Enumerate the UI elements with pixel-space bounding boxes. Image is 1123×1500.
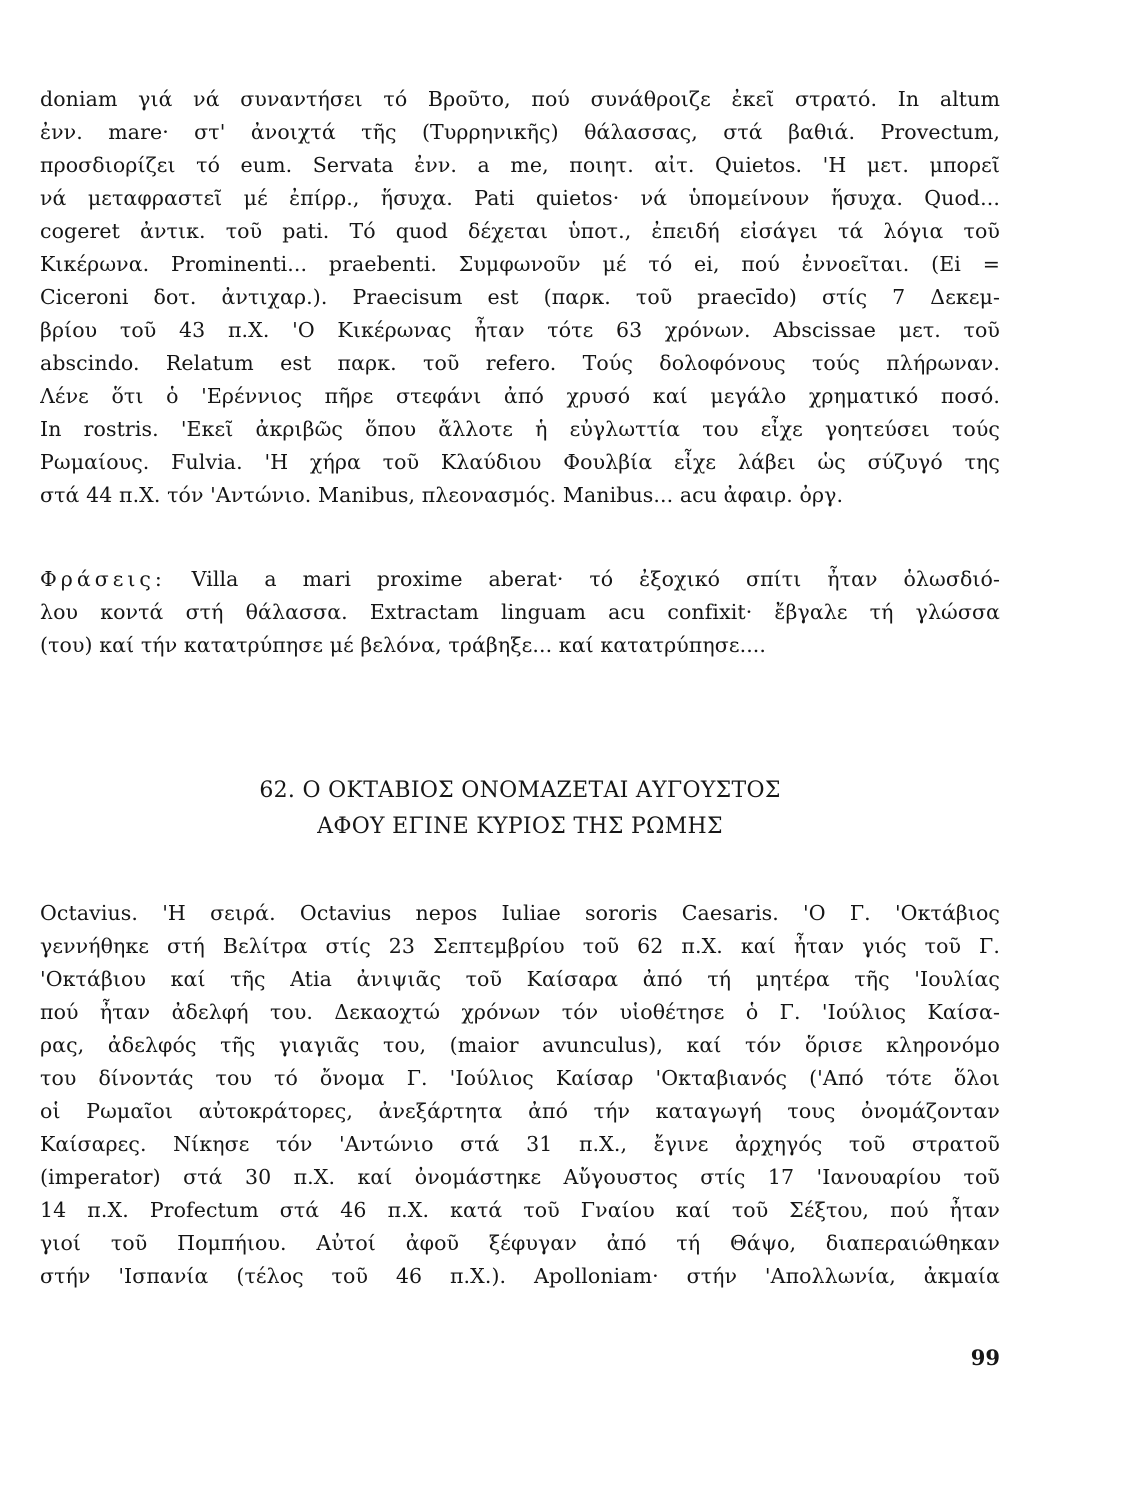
- text-line: In rostris. 'Εκεῖ ἀκριβῶς ὅπου ἄλλοτε ἡ εὐγλωττία του εἶχε γοητεύσει τούς: [40, 417, 1000, 441]
- text-line: πού ἦταν ἀδελφή του. Δεκαοχτώ χρόνων τόν υἱοθέτησε ὁ Γ. 'Ιούλιος Καίσα-: [40, 1000, 1000, 1024]
- text-line: βρίου τοῦ 43 π.Χ. 'Ο Κικέρωνας ἦταν τότε 63 χρόνων. Abscissae μετ. τοῦ: [40, 318, 1000, 342]
- text-line: προσδιορίζει τό eum. Servata ἐνν. a me, ποιητ. αἰτ. Quietos. 'Η μετ. μπορεῖ: [40, 153, 1000, 177]
- text-line: Ρωμαίους. Fulvia. 'Η χήρα τοῦ Κλαύδιου Φουλβία εἶχε λάβει ὡς σύζυγό της: [40, 450, 1000, 474]
- text-line: Καίσαρες. Νίκησε τόν 'Αντώνιο στά 31 π.Χ., ἔγινε ἀρχηγός τοῦ στρατοῦ: [40, 1132, 1000, 1156]
- text-line: στήν 'Ισπανία (τέλος τοῦ 46 π.Χ.). Apolloniam· στήν 'Απολλωνία, ἀκμαία: [40, 1264, 1000, 1288]
- text-line: γιοί τοῦ Πομπήιου. Αὐτοί ἀφοῦ ξέφυγαν ἀπό τή Θάψο, διαπεραιώθηκαν: [40, 1231, 1000, 1255]
- commentary-paragraph: [40, 83, 1000, 512]
- text-line: του δίνοντάς του τό ὄνομα Γ. 'Ιούλιος Καίσαρ 'Οκταβιανός ('Από τότε ὅλοι: [40, 1066, 1000, 1090]
- text-line: Λένε ὅτι ὁ 'Ερέννιος πῆρε στεφάνι ἀπό χρυσό καί μεγάλο χρηματικό ποσό.: [40, 384, 1000, 408]
- page-number: 99: [970, 1345, 1000, 1370]
- section-heading: [40, 773, 1000, 845]
- text-line: οἱ Ρωμαῖοι αὐτοκράτορες, ἀνεξάρτητα ἀπό τήν καταγωγή τους ὀνομάζονταν: [40, 1099, 1000, 1123]
- text-line: (imperator) στά 30 π.Χ. καί ὀνομάστηκε Αὔγουστος στίς 17 'Ιανουαρίου τοῦ: [40, 1165, 1000, 1189]
- octavius-paragraph: [40, 897, 1000, 1293]
- heading-line-2: ΑΦΟΥ ΕΓΙΝΕ ΚΥΡΙΟΣ ΤΗΣ ΡΩΜΗΣ: [317, 814, 723, 839]
- text-line: (του) καί τήν κατατρύπησε μέ βελόνα, τράβηξε... καί κατατρύπησε....: [40, 633, 767, 657]
- heading-line-1: 62. Ο ΟΚΤΑΒΙΟΣ ΟΝΟΜΑΖΕΤΑΙ ΑΥΓΟΥΣΤΟΣ: [259, 778, 781, 803]
- text-line: νά μεταφραστεῖ μέ ἐπίρρ., ἥσυχα. Pati quietos· νά ὑπομείνουν ἥσυχα. Quod...: [40, 186, 1000, 210]
- phrases-label: Φράσεις:: [40, 567, 166, 591]
- text-line: λου κοντά στή θάλασσα. Extractam linguam acu confixit· ἔβγαλε τή γλώσσα: [40, 600, 1000, 624]
- phrases-paragraph: [40, 563, 1000, 662]
- text-line: στά 44 π.Χ. τόν 'Αντώνιο. Manibus, πλεονασμός. Manibus... acu ἀφαιρ. ὀργ.: [40, 483, 844, 507]
- text-line: 'Οκτάβιου καί τῆς Atia ἀνιψιᾶς τοῦ Καίσαρα ἀπό τή μητέρα τῆς 'Ιουλίας: [40, 967, 1000, 991]
- text-line: Κικέρωνα. Prominenti... praebenti. Συμφωνοῦν μέ τό ei, πού ἐννοεῖται. (Ei =: [40, 252, 1000, 276]
- text-line: ρας, ἀδελφός τῆς γιαγιᾶς του, (maior avunculus), καί τόν ὅρισε κληρονόμο: [40, 1033, 1000, 1057]
- text-line: Octavius. 'Η σειρά. Octavius nepos Iuliae sororis Caesaris. 'Ο Γ. 'Οκτάβιος: [40, 901, 1000, 925]
- text-line: cogeret ἀντικ. τοῦ pati. Τό quod δέχεται ὑποτ., ἐπειδή εἰσάγει τά λόγια τοῦ: [40, 219, 1000, 243]
- text-line: γεννήθηκε στή Βελίτρα στίς 23 Σεπτεμβρίου τοῦ 62 π.Χ. καί ἦταν γιός τοῦ Γ.: [40, 934, 1000, 958]
- text-line: doniam γιά νά συναντήσει τό Βροῦτο, πού συνάθροιζε ἐκεῖ στρατό. In altum: [40, 87, 1000, 111]
- phrases-first-line: [40, 563, 1000, 596]
- text-line: abscindo. Relatum est παρκ. τοῦ refero. Τούς δολοφόνους τούς πλήρωναν.: [40, 351, 1000, 375]
- text-line: 14 π.Χ. Profectum στά 46 π.Χ. κατά τοῦ Γναίου καί τοῦ Σέξτου, πού ἦταν: [40, 1198, 1000, 1222]
- phrases-first-line-text: Villa a mari proxime aberat· τό ἐξοχικό σπίτι ἦταν ὁλωσδιό-: [165, 567, 1000, 591]
- text-line: Ciceroni δοτ. ἀντιχαρ.). Praecisum est (παρκ. τοῦ praecīdo) στίς 7 Δεκεμ-: [40, 285, 1000, 309]
- text-line: ἐνν. mare· στ' ἀνοιχτά τῆς (Τυρρηνικῆς) θάλασσας, στά βαθιά. Provectum,: [40, 120, 1000, 144]
